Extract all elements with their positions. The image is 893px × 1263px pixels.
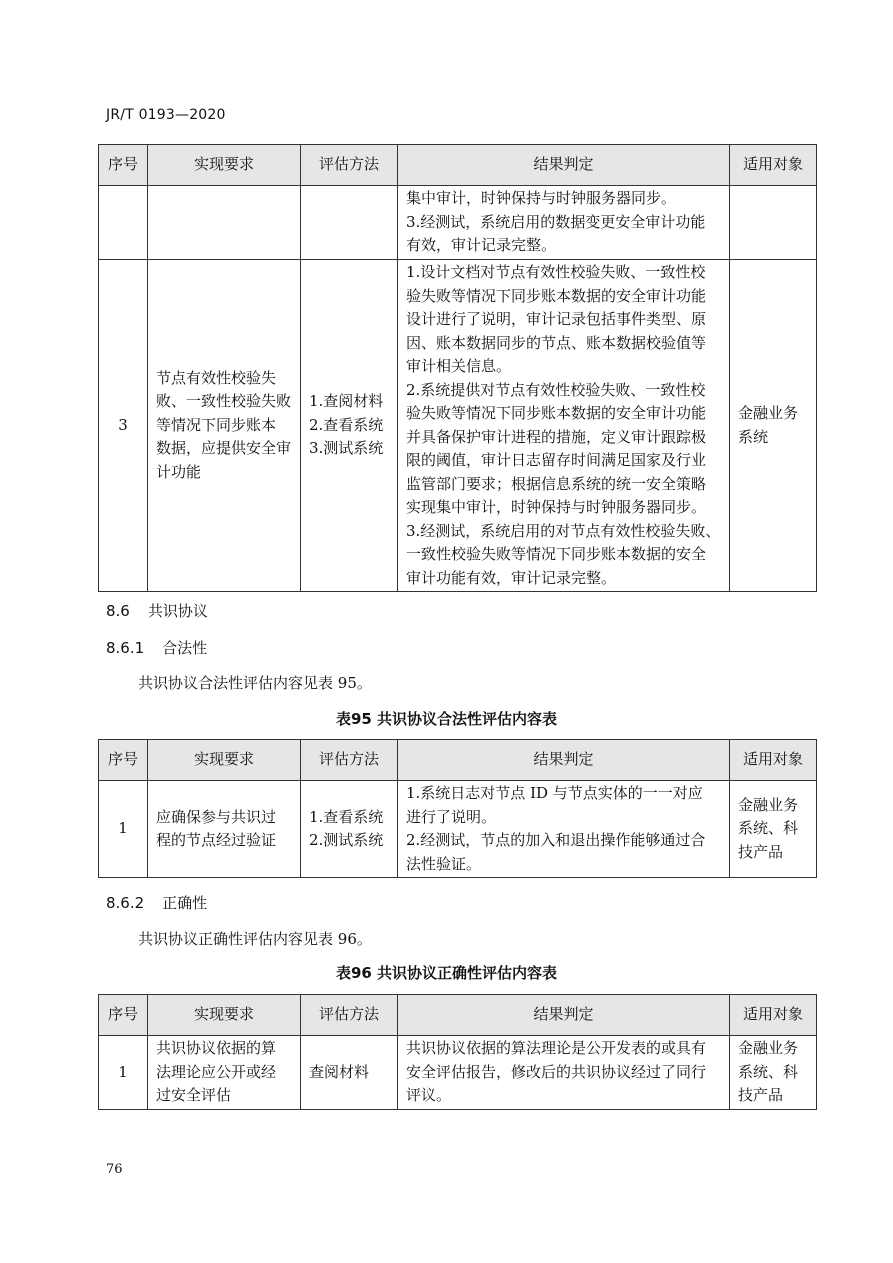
- cell-line: 并具备保护审计进程的措施，定义审计跟踪极: [406, 427, 707, 446]
- cell-line: 安全评估报告，修改后的共识协议经过了同行: [406, 1062, 707, 1081]
- cell-req: [148, 260, 301, 592]
- col-header-no: 序号: [99, 995, 148, 1036]
- cell-no: 1: [99, 781, 148, 878]
- cell-line: 过安全评估: [156, 1086, 232, 1104]
- cell-line: 金融业务: [738, 795, 799, 814]
- cell-line: 3.经测试，系统启用的数据变更安全审计功能: [406, 212, 706, 231]
- cell-line: 节点有效性校验失: [156, 368, 277, 387]
- cell-result: [398, 260, 730, 592]
- cell-line: 一致性校验失败等情况下同步账本数据的安全: [406, 545, 707, 563]
- cell-line: 3.测试系统: [309, 439, 384, 458]
- section-number: 8.6: [106, 602, 130, 620]
- col-header-result: 结果判定: [398, 145, 730, 186]
- col-header-target: 适用对象: [730, 145, 817, 186]
- cell-line: 2.系统提供对节点有效性校验失败、一致性校: [406, 380, 706, 399]
- cell-target: [730, 781, 817, 878]
- cell-line: 计功能: [156, 462, 202, 481]
- cell-line: 法性验证。: [406, 854, 482, 873]
- table-row: [99, 1036, 817, 1110]
- cell-line: 应确保参与共识过: [156, 807, 277, 826]
- cell-line: 系统: [738, 427, 769, 446]
- cell-method: [301, 1036, 398, 1110]
- cell-line: 设计进行了说明，审计记录包括事件类型、原: [406, 310, 707, 328]
- cell-line: 系统、科: [738, 1062, 799, 1081]
- cell-line: 进行了说明。: [406, 807, 497, 826]
- cell-line: 1.查阅材料: [309, 392, 384, 411]
- cell-no: 1: [99, 1036, 148, 1110]
- cell-line: 2.经测试，节点的加入和退出操作能够通过合: [406, 831, 706, 849]
- table-header-row: [99, 995, 817, 1036]
- cell-line: 有效，审计记录完整。: [406, 236, 557, 254]
- caption-table95: 表95 共识协议合法性评估内容表: [335, 710, 558, 728]
- cell-line: 技产品: [738, 1086, 784, 1104]
- cell-no: [99, 186, 148, 260]
- paragraph-table95-ref: 共识协议合法性评估内容见表 95。: [138, 674, 372, 692]
- cell-line: 3.经测试，系统启用的对节点有效性校验失败、: [406, 521, 721, 540]
- col-header-no: 序号: [99, 740, 148, 781]
- cell-no: 3: [99, 260, 148, 592]
- cell-line: 败、一致性校验失败: [156, 392, 292, 411]
- cell-line: 实现集中审计，时钟保持与时钟服务器同步。: [406, 498, 707, 516]
- section-number: 8.6.1: [106, 639, 145, 657]
- cell-target: [730, 186, 817, 260]
- section-title: 共识协议: [147, 602, 208, 620]
- section-8-6: [106, 600, 208, 621]
- caption-table96: 表96 共识协议正确性评估内容表: [335, 964, 558, 982]
- cell-line: 2.查看系统: [309, 415, 384, 434]
- cell-line: 金融业务: [738, 1039, 799, 1057]
- table-continuation: [98, 144, 817, 592]
- document-header: JR/T 0193—2020: [106, 107, 226, 123]
- col-header-target: 适用对象: [730, 740, 817, 781]
- table-row: [99, 260, 817, 592]
- cell-line: 限的阈值，审计日志留存时间满足国家及行业: [406, 451, 707, 469]
- cell-line: 审计相关信息。: [406, 357, 512, 375]
- cell-line: 程的节点经过验证: [156, 831, 277, 849]
- col-header-req: 实现要求: [148, 145, 301, 186]
- cell-line: 系统、科: [738, 819, 799, 838]
- cell-req: [148, 1036, 301, 1110]
- cell-req: [148, 186, 301, 260]
- section-title: 正确性: [162, 894, 208, 912]
- cell-line: 2.测试系统: [309, 831, 384, 849]
- cell-line: 集中审计，时钟保持与时钟服务器同步。: [406, 189, 677, 207]
- cell-line: 金融业务: [738, 404, 799, 422]
- cell-req: [148, 781, 301, 878]
- col-header-req: 实现要求: [148, 740, 301, 781]
- paragraph-table96-ref: 共识协议正确性评估内容见表 96。: [138, 930, 372, 948]
- section-8-6-2: [106, 892, 207, 913]
- cell-line: 共识协议依据的算: [156, 1039, 277, 1057]
- table-row: [99, 186, 817, 260]
- cell-line: 监管部门要求；根据信息系统的统一安全策略: [406, 474, 707, 493]
- cell-line: 等情况下同步账本: [156, 415, 277, 434]
- col-header-method: 评估方法: [301, 740, 398, 781]
- table-header-row: [99, 145, 817, 186]
- cell-result: [398, 186, 730, 260]
- cell-line: 验失败等情况下同步账本数据的安全审计功能: [406, 286, 707, 305]
- cell-target: [730, 260, 817, 592]
- cell-line: 数据，应提供安全审: [156, 439, 292, 458]
- col-header-result: 结果判定: [398, 995, 730, 1036]
- table-95: [98, 739, 817, 878]
- cell-target: [730, 1036, 817, 1110]
- cell-method: [301, 186, 398, 260]
- cell-line: 技产品: [738, 842, 784, 861]
- cell-line: 查阅材料: [309, 1062, 370, 1081]
- section-number: 8.6.2: [106, 894, 145, 912]
- cell-line: 法理论应公开或经: [156, 1062, 277, 1081]
- page-number: 76: [106, 1162, 123, 1177]
- cell-line: 验失败等情况下同步账本数据的安全审计功能: [406, 404, 707, 422]
- col-header-no: 序号: [99, 145, 148, 186]
- cell-result: [398, 1036, 730, 1110]
- cell-method: [301, 260, 398, 592]
- col-header-method: 评估方法: [301, 995, 398, 1036]
- table-header-row: [99, 740, 817, 781]
- cell-line: 因、账本数据同步的节点、账本数据校验值等: [406, 333, 707, 352]
- col-header-req: 实现要求: [148, 995, 301, 1036]
- table-row: [99, 781, 817, 878]
- cell-line: 1.查看系统: [309, 807, 384, 826]
- table-96: [98, 994, 817, 1110]
- section-title: 合法性: [162, 639, 208, 657]
- cell-line: 审计功能有效，审计记录完整。: [406, 568, 617, 587]
- cell-method: [301, 781, 398, 878]
- cell-line: 评议。: [406, 1086, 452, 1104]
- col-header-target: 适用对象: [730, 995, 817, 1036]
- col-header-result: 结果判定: [398, 740, 730, 781]
- cell-line: 1.系统日志对节点 ID 与节点实体的一一对应: [406, 784, 703, 802]
- col-header-method: 评估方法: [301, 145, 398, 186]
- cell-result: [398, 781, 730, 878]
- cell-line: 1.设计文档对节点有效性校验失败、一致性校: [406, 263, 706, 281]
- section-8-6-1: [106, 637, 207, 658]
- cell-line: 共识协议依据的算法理论是公开发表的或具有: [406, 1039, 707, 1057]
